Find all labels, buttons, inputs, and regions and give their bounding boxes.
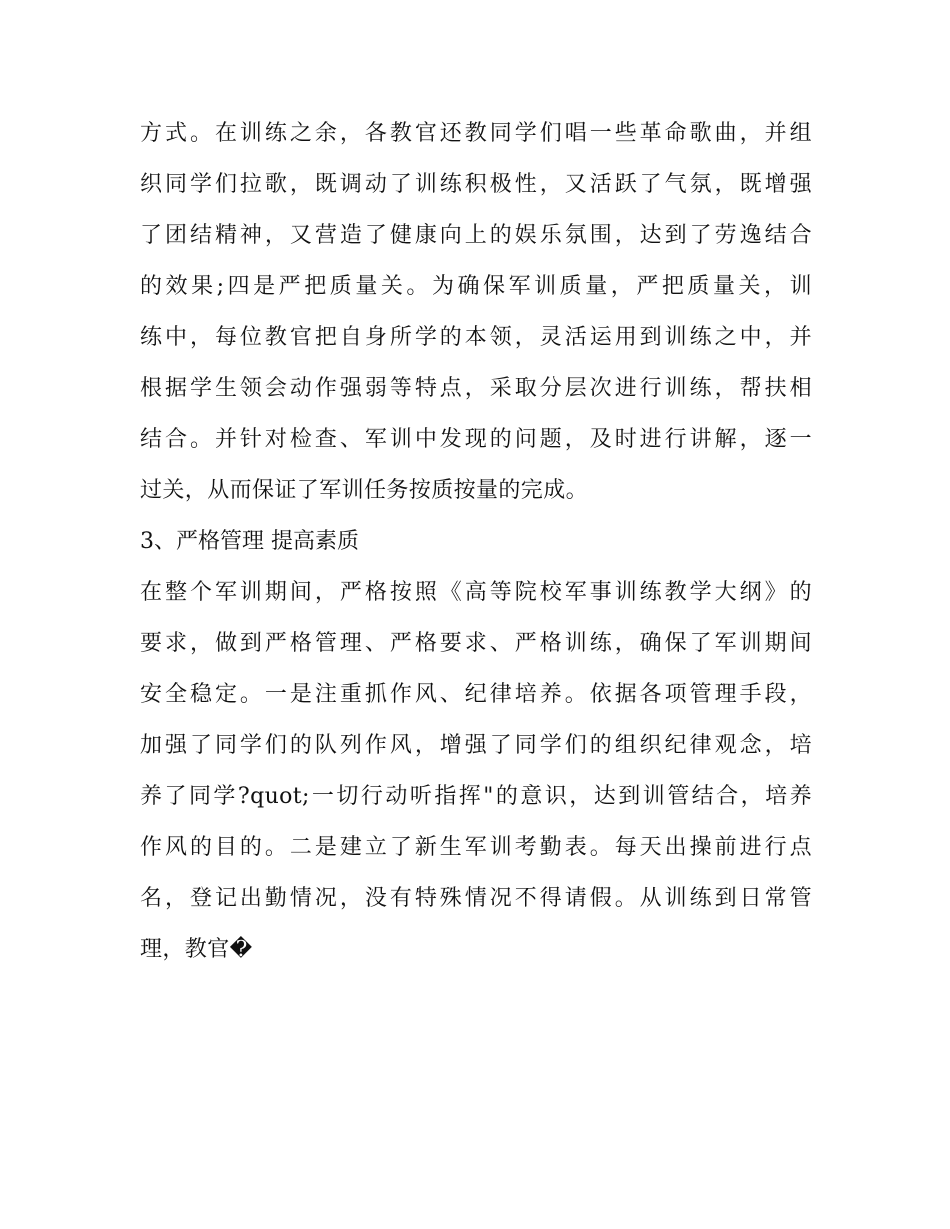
paragraph-line: 理，教官� [140, 937, 253, 962]
paragraph-line: 结合。并针对检查、军训中发现的问题，及时进行讲解，逐一 [140, 427, 812, 452]
paragraph-line: 了团结精神，又营造了健康向上的娱乐氛围，达到了劳逸结合 [140, 223, 812, 248]
paragraph-line: 名，登记出勤情况，没有特殊情况不得请假。从训练到日常管 [140, 886, 812, 911]
paragraph-line: 要求，做到严格管理、严格要求、严格训练，确保了军训期间 [140, 631, 812, 656]
document-body [140, 108, 812, 975]
paragraph-line: 织同学们拉歌，既调动了训练积极性，又活跃了气氛，既增强 [140, 172, 812, 197]
paragraph-line: 在整个军训期间，严格按照《高等院校军事训练教学大纲》的 [140, 580, 812, 605]
paragraph-line: 安全稳定。一是注重抓作风、纪律培养。依据各项管理手段， [140, 682, 812, 707]
paragraph-line: 养了同学?quot;一切行动听指挥"的意识，达到训管结合，培养 [140, 784, 812, 809]
paragraph-line: 的效果;四是严把质量关。为确保军训质量，严把质量关，训 [140, 274, 812, 299]
paragraph-line: 根据学生领会动作强弱等特点，采取分层次进行训练，帮扶相 [140, 376, 812, 401]
section-heading: 3、严格管理 提高素质 [140, 529, 359, 554]
paragraph-line: 方式。在训练之余，各教官还教同学们唱一些革命歌曲，并组 [140, 121, 812, 146]
paragraph-line: 过关，从而保证了军训任务按质按量的完成。 [140, 478, 589, 503]
paragraph-line: 作风的目的。二是建立了新生军训考勤表。每天出操前进行点 [140, 835, 812, 860]
paragraph-line: 练中，每位教官把自身所学的本领，灵活运用到训练之中，并 [140, 325, 812, 350]
paragraph-line: 加强了同学们的队列作风，增强了同学们的组织纪律观念，培 [140, 733, 812, 758]
